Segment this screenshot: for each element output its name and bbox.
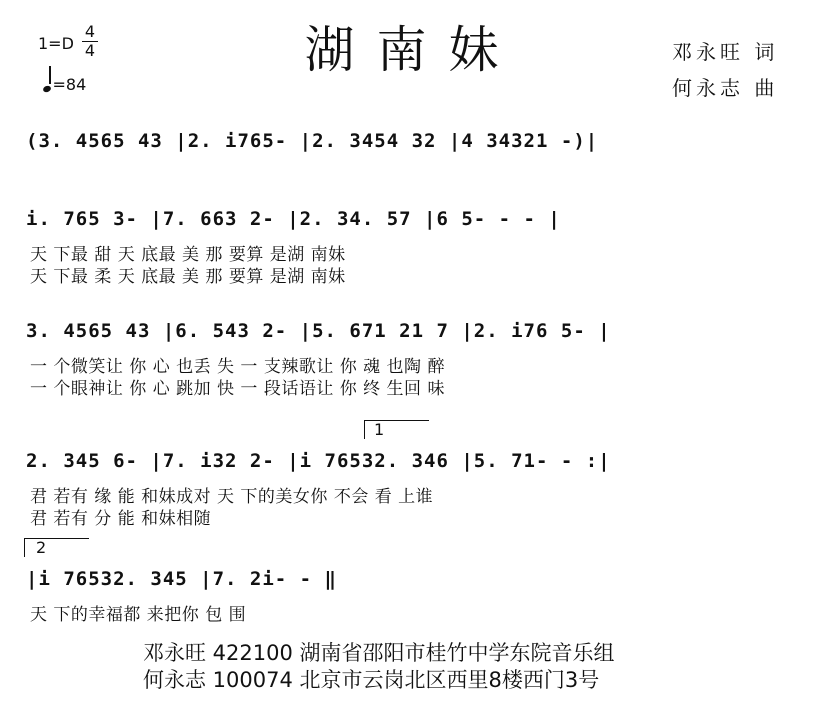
meter-top: 4 <box>84 22 96 41</box>
key-signature: 1=D <box>38 34 74 53</box>
staff-row-2: i. 765 3- |7. 663 2- |2. 34. 57 |6 5- - - | <box>26 208 561 230</box>
staff-row-4: 2. 345 6- |7. i32 2- |i 76532. 346 |5. 71- - :| <box>26 450 611 472</box>
composer-credit: 何永志 曲 <box>672 76 779 100</box>
lyric-row-2-verse-2: 天 下最 柔 天 底最 美 那 要算 是湖 南妹 <box>30 267 346 287</box>
tempo-value: =84 <box>52 75 87 94</box>
quarter-note-icon <box>42 85 52 93</box>
staff-row-3: 3. 4565 43 |6. 543 2- |5. 671 21 7 |2. i76 5- | <box>26 320 611 342</box>
footer-line-1: 邓永旺 422100 湖南省邵阳市桂竹中学东院音乐组 <box>143 641 615 665</box>
volta-number-2: 2 <box>36 538 47 557</box>
volta-number-1: 1 <box>374 420 385 439</box>
lyric-row-4-verse-1: 君 若有 缘 能 和妹成对 天 下的美女你 不会 看 上谁 <box>30 487 434 507</box>
meter-bottom: 4 <box>84 41 96 60</box>
lyric-row-2-verse-1: 天 下最 甜 天 底最 美 那 要算 是湖 南妹 <box>30 245 346 265</box>
staff-row-5: |i 76532. 345 |7. 2i- - ‖ <box>26 568 337 590</box>
volta-bracket-2 <box>24 538 89 557</box>
lyric-row-5-verse-1: 天 下的幸福都 来把你 包 围 <box>30 605 247 625</box>
footer-line-2: 何永志 100074 北京市云岗北区西里8楼西门3号 <box>143 668 600 692</box>
song-title: 湖南妹 <box>304 21 521 79</box>
lyricist-credit: 邓永旺 词 <box>672 40 779 64</box>
lyric-row-3-verse-2: 一 个眼神让 你 心 跳加 快 一 段话语让 你 终 生回 味 <box>30 379 445 399</box>
lyric-row-3-verse-1: 一 个微笑让 你 心 也丢 失 一 支辣歌让 你 魂 也陶 醉 <box>30 357 445 377</box>
lyric-row-4-verse-2: 君 若有 分 能 和妹相随 <box>30 509 212 529</box>
staff-row-1: (3. 4565 43 |2. i765- |2. 3454 32 |4 34321 -)| <box>26 130 599 152</box>
